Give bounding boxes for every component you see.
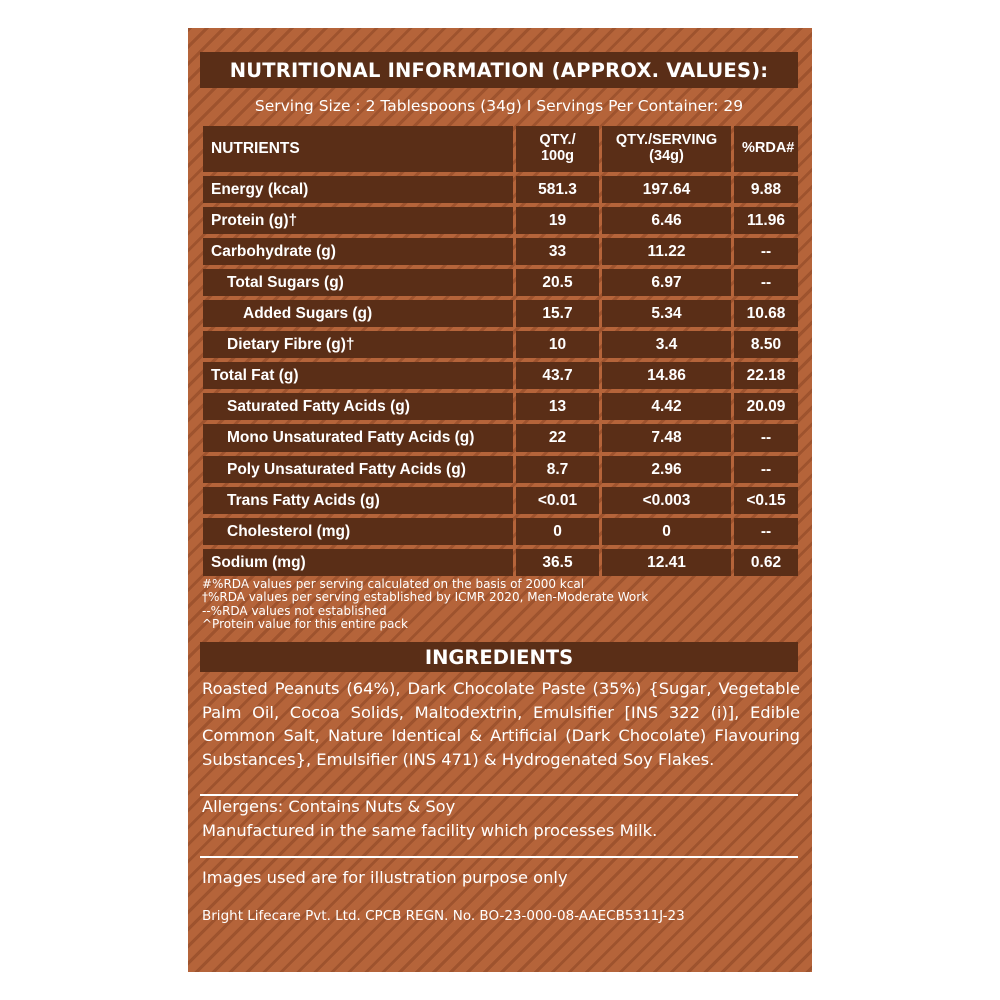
- rda-value: 0.62: [734, 549, 798, 576]
- table-row: [203, 518, 798, 545]
- allergens-text: Allergens: Contains Nuts & Soy: [202, 797, 456, 816]
- qty-per-100g: <0.01: [516, 487, 599, 514]
- table-row: [203, 207, 798, 234]
- table-row: [203, 331, 798, 358]
- nutrient-name: Mono Unsaturated Fatty Acids (g): [203, 424, 513, 451]
- table-row: [203, 456, 798, 483]
- qty-per-serving: 7.48: [602, 424, 731, 451]
- table-row: [203, 176, 798, 203]
- header-qty-per-100g: [516, 126, 599, 172]
- qty-per-100g: 33: [516, 238, 599, 265]
- qty-per-100g: 13: [516, 393, 599, 420]
- registration-text: Bright Lifecare Pvt. Ltd. CPCB REGN. No. BO-23-000-08-AAECB5311J-23: [202, 908, 685, 924]
- rda-value: --: [734, 456, 798, 483]
- qty-per-serving: 12.41: [602, 549, 731, 576]
- table-row: [203, 362, 798, 389]
- rda-value: 10.68: [734, 300, 798, 327]
- qty-per-serving: 2.96: [602, 456, 731, 483]
- qty-per-serving: 14.86: [602, 362, 731, 389]
- table-row: [203, 269, 798, 296]
- qty-per-serving: 5.34: [602, 300, 731, 327]
- nutrition-title-text: NUTRITIONAL INFORMATION (APPROX. VALUES):: [229, 58, 769, 82]
- qty-per-100g: 22: [516, 424, 599, 451]
- nutrition-table: [200, 122, 801, 580]
- rda-value: --: [734, 518, 798, 545]
- table-row: [203, 487, 798, 514]
- ingredients-title-text: INGREDIENTS: [424, 645, 574, 669]
- header-qty-per-100g-line2: 100g: [540, 147, 575, 164]
- nutrition-label-panel: [188, 28, 812, 972]
- qty-per-100g: 20.5: [516, 269, 599, 296]
- table-row: [203, 238, 798, 265]
- footnote: --%RDA values not established: [202, 603, 387, 618]
- nutrition-title: [200, 52, 798, 88]
- header-qty-per-serving: [602, 126, 731, 172]
- divider: [200, 856, 798, 858]
- illustration-note: Images used are for illustration purpose only: [202, 868, 568, 887]
- qty-per-serving: 11.22: [602, 238, 731, 265]
- qty-per-100g: 581.3: [516, 176, 599, 203]
- nutrient-name: Total Sugars (g): [203, 269, 513, 296]
- qty-per-100g: 8.7: [516, 456, 599, 483]
- nutrient-name: Poly Unsaturated Fatty Acids (g): [203, 456, 513, 483]
- table-header-row: [203, 126, 798, 172]
- nutrient-name: Carbohydrate (g): [203, 238, 513, 265]
- rda-value: 20.09: [734, 393, 798, 420]
- qty-per-100g: 0: [516, 518, 599, 545]
- header-qty-per-serving-line1: QTY./SERVING: [615, 131, 718, 148]
- nutrient-name: Added Sugars (g): [203, 300, 513, 327]
- qty-per-100g: 15.7: [516, 300, 599, 327]
- qty-per-100g: 36.5: [516, 549, 599, 576]
- qty-per-serving: 6.97: [602, 269, 731, 296]
- header-rda: %RDA#: [734, 126, 798, 172]
- qty-per-serving: 0: [602, 518, 731, 545]
- facility-text: Manufactured in the same facility which processes Milk.: [202, 821, 658, 840]
- serving-size-line: Serving Size : 2 Tablespoons (34g) I Servings Per Container: 29: [254, 97, 744, 115]
- footnotes: [202, 578, 798, 632]
- table-row: [203, 300, 798, 327]
- table-row: [203, 549, 798, 576]
- nutrient-name: Energy (kcal): [203, 176, 513, 203]
- nutrient-name: Protein (g)†: [203, 207, 513, 234]
- nutrient-name: Saturated Fatty Acids (g): [203, 393, 513, 420]
- rda-value: 22.18: [734, 362, 798, 389]
- rda-value: 9.88: [734, 176, 798, 203]
- header-nutrients: NUTRIENTS: [203, 126, 513, 172]
- header-qty-per-100g-line1: QTY./: [539, 131, 576, 148]
- nutrient-name: Cholesterol (mg): [203, 518, 513, 545]
- qty-per-serving: 4.42: [602, 393, 731, 420]
- footnote: ^Protein value for this entire pack: [202, 617, 408, 632]
- qty-per-serving: 197.64: [602, 176, 731, 203]
- ingredients-text: Roasted Peanuts (64%), Dark Chocolate Paste (35%) {Sugar, Vegetable Palm Oil, Cocoa Solids, Maltodextrin, Emulsifier [INS 322 (i)], Edible Common Salt, Nature Identical & Artificial (Dark Chocolate) Flavouring Substances}, Emulsifier (INS 471) & Hydrogenated Soy Flakes.: [202, 679, 800, 769]
- rda-value: --: [734, 238, 798, 265]
- qty-per-100g: 43.7: [516, 362, 599, 389]
- nutrient-name: Dietary Fibre (g)†: [203, 331, 513, 358]
- rda-value: 8.50: [734, 331, 798, 358]
- nutrient-name: Sodium (mg): [203, 549, 513, 576]
- nutrient-name: Total Fat (g): [203, 362, 513, 389]
- rda-value: --: [734, 424, 798, 451]
- qty-per-serving: 3.4: [602, 331, 731, 358]
- header-qty-per-serving-line2: (34g): [649, 147, 684, 164]
- ingredients-title: [200, 642, 798, 672]
- rda-value: 11.96: [734, 207, 798, 234]
- footnote: #%RDA values per serving calculated on the basis of 2000 kcal: [202, 577, 585, 591]
- nutrient-name: Trans Fatty Acids (g): [203, 487, 513, 514]
- qty-per-serving: 6.46: [602, 207, 731, 234]
- rda-value: <0.15: [734, 487, 798, 514]
- rda-value: --: [734, 269, 798, 296]
- footnote: †%RDA values per serving established by ICMR 2020, Men-Moderate Work: [202, 590, 649, 605]
- qty-per-serving: <0.003: [602, 487, 731, 514]
- table-row: [203, 424, 798, 451]
- qty-per-100g: 10: [516, 331, 599, 358]
- table-row: [203, 393, 798, 420]
- qty-per-100g: 19: [516, 207, 599, 234]
